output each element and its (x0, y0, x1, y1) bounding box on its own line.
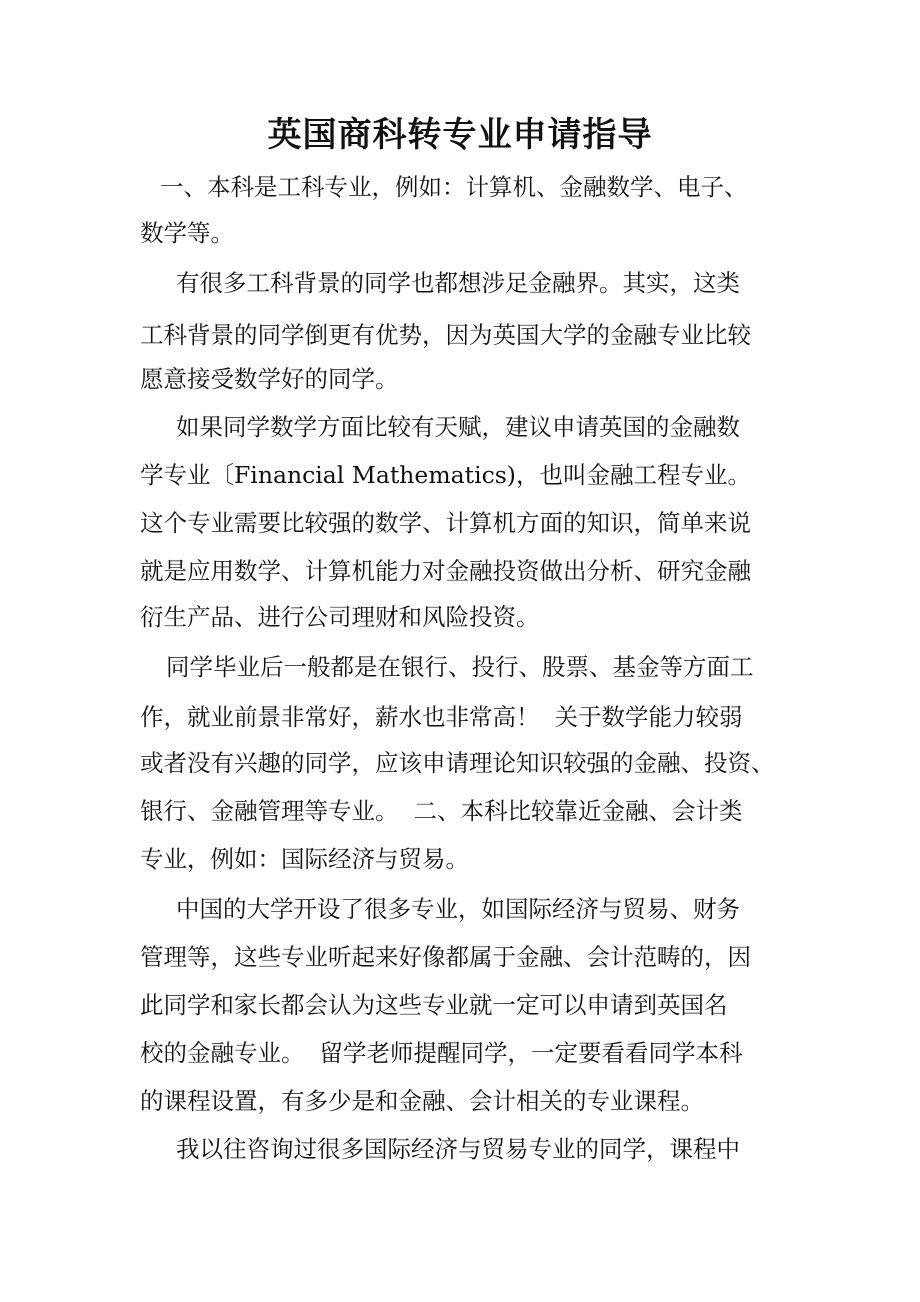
text-line: 工科背景的同学倒更有优势，因为英国大学的金融专业比较 (140, 321, 751, 349)
text-line: 愿意接受数学好的同学。 (140, 365, 399, 393)
text-line: 此同学和家长都会认为这些专业就一定可以申请到英国名 (140, 991, 728, 1019)
text-line: 管理等，这些专业听起来好像都属于金融、会计范畴的，因 (140, 943, 751, 971)
text-line: 一、本科是工科专业，例如：计算机、金融数学、电子、 (160, 173, 748, 201)
text-line: 我以往咨询过很多国际经济与贸易专业的同学，课程中 (176, 1135, 740, 1163)
text-line: 银行、金融管理等专业。 二、本科比较靠近金融、会计类 (140, 797, 743, 825)
text-line: 如果同学数学方面比较有天赋，建议申请英国的金融数 (176, 413, 740, 441)
text-line: 同学毕业后一般都是在银行、投行、股票、基金等方面工 (166, 653, 754, 681)
text-line: 就是应用数学、计算机能力对金融投资做出分析、研究金融 (140, 557, 751, 585)
text-line: 作，就业前景非常好，薪水也非常高！ 关于数学能力较弱 (140, 703, 743, 731)
text-line: 数学等。 (140, 219, 234, 247)
text-line: 学专业〔Financial Mathematics)，也叫金融工程专业。 (140, 461, 751, 489)
text-line: 专业，例如：国际经济与贸易。 (140, 845, 469, 873)
text-line: 有很多工科背景的同学也都想涉足金融界。其实，这类 (176, 269, 740, 297)
text-line: 中国的大学开设了很多专业，如国际经济与贸易、财务 (176, 895, 740, 923)
text-line: 的课程设置，有多少是和金融、会计相关的专业课程。 (140, 1087, 704, 1115)
text-line: 校的金融专业。 留学老师提醒同学，一定要看看同学本科 (140, 1039, 743, 1067)
text-line: 或者没有兴趣的同学，应该申请理论知识较强的金融、投资、 (140, 749, 775, 777)
text-line: 这个专业需要比较强的数学、计算机方面的知识，简单来说 (140, 509, 751, 537)
document-title: 英国商科转专业申请指导 (267, 115, 653, 155)
text-line: 衍生产品、进行公司理财和风险投资。 (140, 603, 540, 631)
